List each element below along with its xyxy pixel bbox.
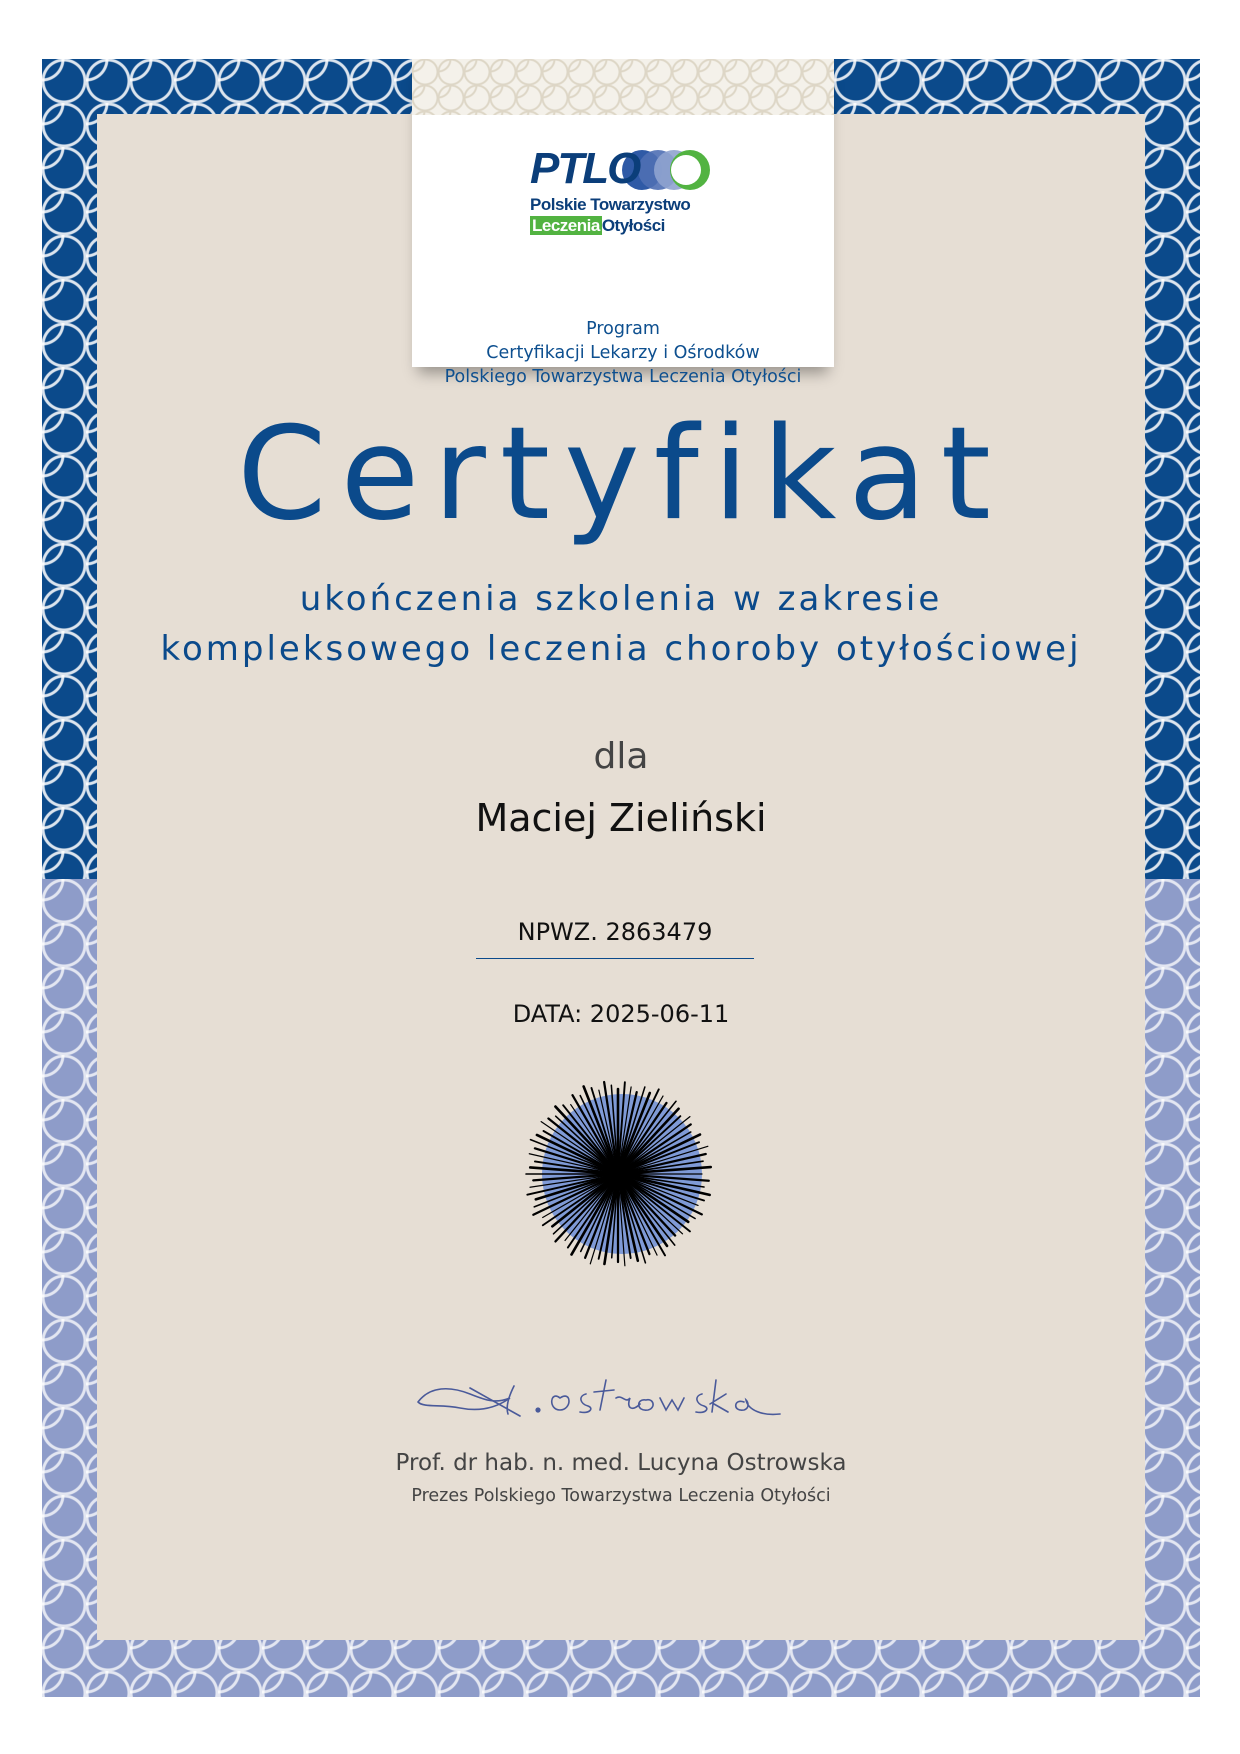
signature-image [410,1364,790,1424]
starburst-seal-icon [520,1076,716,1272]
ptlo-logo [412,143,834,299]
certificate-date: DATA: 2025-06-11 [512,1000,730,1028]
signatory-role: Prezes Polskiego Towarzystwa Leczenia Otyłości [411,1486,831,1506]
subtitle-line2: kompleksowego leczenia choroby otyłościowej [160,629,1082,669]
subtitle-line1: ukończenia szkolenia w zakresie [299,579,943,619]
recipient-name: Maciej Zieliński [475,796,767,840]
logo-card [412,59,834,387]
program-line3: Polskiego Towarzystwa Leczenia Otyłości [444,367,802,387]
logo-text-rest: Otyłości [601,216,665,235]
program-line2: Certyfikacji Lekarzy i Ośrodków [486,343,760,363]
logo-text-line1: Polskie Towarzystwo [530,195,691,214]
lace-pattern [412,59,834,115]
certificate-title: Certyfikat [237,400,1005,549]
logo-text-line2 [530,216,665,236]
program-caption [412,317,834,389]
program-line1: Program [586,319,660,339]
signatory-name: Prof. dr hab. n. med. Lucyna Ostrowska [395,1450,847,1476]
for-label: dla [593,736,649,777]
npwz-number: NPWZ. 2863479 [476,918,754,959]
logo-wordmark: PTLO [530,144,640,193]
logo-highlight: Leczenia [532,216,600,235]
certificate-subtitle [97,574,1145,674]
